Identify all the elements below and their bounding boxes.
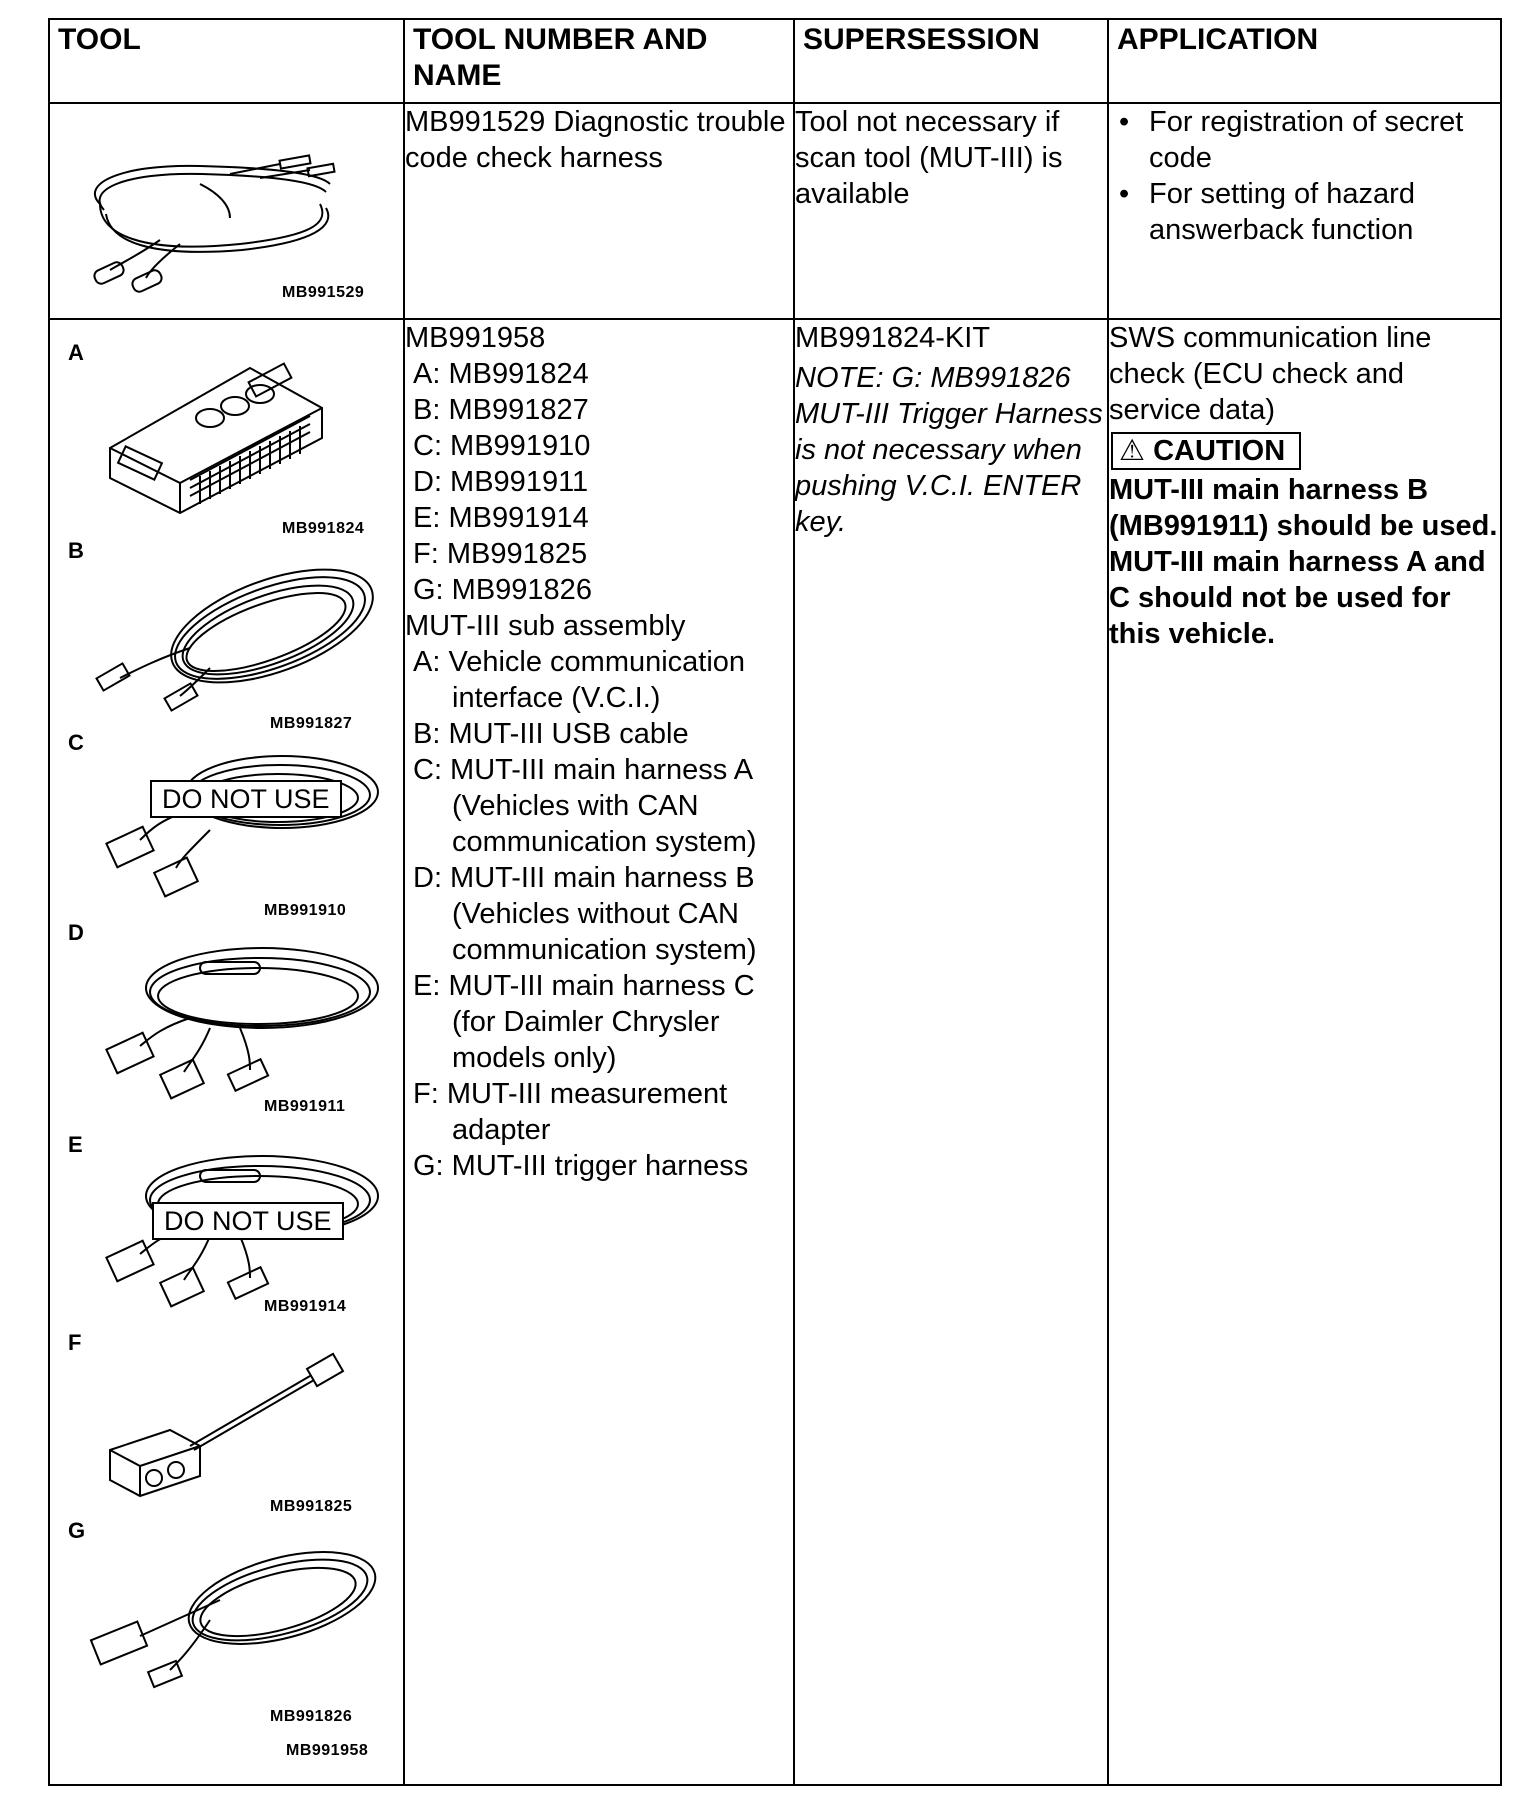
tool-number-cell <box>404 319 794 1785</box>
sub-item-text: (Vehicles with CAN <box>452 790 699 822</box>
list-item: • For registration of secret code <box>1109 104 1500 176</box>
sub-item-text: models only) <box>452 1042 617 1074</box>
application-cell <box>1108 103 1501 319</box>
tool-part-number: MB991826 <box>270 1708 353 1725</box>
sub-item-text: E: MUT-III main harness C <box>413 970 755 1002</box>
tool-part-number: MB991825 <box>270 1498 353 1515</box>
sub-item-text: B: MUT-III USB cable <box>413 718 689 750</box>
list-item <box>405 752 793 860</box>
tool-part-number: MB991911 <box>264 1098 346 1115</box>
header-tool-number: TOOL NUMBER AND NAME <box>404 19 794 103</box>
supersession-cell <box>794 319 1108 1785</box>
sub-item-text: (Vehicles without CAN <box>452 898 739 930</box>
list-item <box>405 968 793 1076</box>
special-tools-table <box>48 18 1502 1786</box>
list-item <box>405 1076 793 1148</box>
header-supersession: SUPERSESSION <box>794 19 1108 103</box>
tool-letter: G <box>68 1518 86 1543</box>
caution-text: MUT-III main harness B (MB991911) should be used. MUT-III main harness A and C should not be used for this vehicle. <box>1109 474 1498 650</box>
harness-a-icon <box>80 750 380 900</box>
sub-item-text: interface (V.C.I.) <box>452 682 661 714</box>
supersession-kit: MB991824-KIT <box>795 322 991 354</box>
tool-part-number: MB991914 <box>264 1298 347 1315</box>
header-row <box>49 19 1501 103</box>
list-item: A: MB991824 <box>413 358 589 390</box>
vci-unit-icon <box>100 358 330 518</box>
warning-triangle-icon: ⚠ <box>1119 435 1145 467</box>
sub-item-text: adapter <box>452 1114 551 1146</box>
usb-cable-icon <box>80 558 380 718</box>
supersession-cell: Tool not necessary if scan tool (MUT-III) is available <box>794 103 1108 319</box>
list-item: G: MB991826 <box>413 574 592 606</box>
harness-b-icon <box>80 942 380 1102</box>
tool-letter: C <box>68 730 84 755</box>
list-item: C: MB991910 <box>413 430 591 462</box>
list-item: • For setting of hazard answerback function <box>1109 176 1500 248</box>
list-item <box>405 860 793 968</box>
list-item: B: MB991827 <box>413 394 589 426</box>
sub-item-text: D: MUT-III main harness B <box>413 862 755 894</box>
kit-part-number: MB991958 <box>286 1742 369 1759</box>
application-list <box>1109 104 1500 248</box>
tool-letter: D <box>68 920 84 945</box>
list-item: D: MB991911 <box>413 466 589 498</box>
application-cell <box>1108 319 1501 1785</box>
sub-item-text: communication system) <box>452 934 757 966</box>
supersession-note: NOTE: G: MB991826 MUT-III Trigger Harness is not necessary when pushing V.C.I. ENTER key. <box>795 362 1103 538</box>
tool-part-number: MB991529 <box>282 284 365 301</box>
tool-letter: B <box>68 538 84 563</box>
list-item <box>405 716 793 752</box>
table-row <box>49 319 1501 1785</box>
tool-part-number: MB991827 <box>270 715 353 732</box>
tool-letter: F <box>68 1330 82 1355</box>
list-item: E: MB991914 <box>413 502 589 534</box>
tool-part-number: MB991910 <box>264 902 347 919</box>
tool-number-cell: MB991529 Diagnostic trouble code check harness <box>404 103 794 319</box>
application-text: SWS communication line check (ECU check and service data) <box>1109 322 1432 426</box>
list-item <box>405 644 793 716</box>
header-application: APPLICATION <box>1108 19 1501 103</box>
sub-item-text: F: MUT-III measurement <box>413 1078 728 1110</box>
sub-item-text: communication system) <box>452 826 757 858</box>
sub-item-text: (for Daimler Chrysler <box>452 1006 720 1038</box>
list-item <box>405 1148 793 1184</box>
kit-number: MB991958 <box>405 322 546 354</box>
tool-letter: A <box>68 340 84 365</box>
sub-item-text: C: MUT-III main harness A <box>413 754 754 786</box>
trigger-harness-icon <box>80 1540 380 1700</box>
table-row <box>49 103 1501 319</box>
tool-part-number: MB991824 <box>282 520 365 537</box>
header-tool: TOOL <box>49 19 404 103</box>
sub-item-text: G: MUT-III trigger harness <box>413 1150 749 1182</box>
tool-image-cell <box>49 319 404 1785</box>
tool-letter: E <box>68 1132 83 1157</box>
sub-item-text: A: Vehicle communication <box>413 646 746 678</box>
list-item: F: MB991825 <box>413 538 588 570</box>
sub-assembly-title: MUT-III sub assembly <box>405 610 686 642</box>
measurement-adapter-icon <box>90 1350 370 1510</box>
tool-image-cell <box>49 103 404 319</box>
do-not-use-warning: DO NOT USE <box>152 1202 344 1240</box>
caution-label: CAUTION <box>1153 435 1286 467</box>
do-not-use-warning: DO NOT USE <box>150 780 342 818</box>
caution-box <box>1111 432 1301 470</box>
check-harness-icon <box>80 144 370 294</box>
